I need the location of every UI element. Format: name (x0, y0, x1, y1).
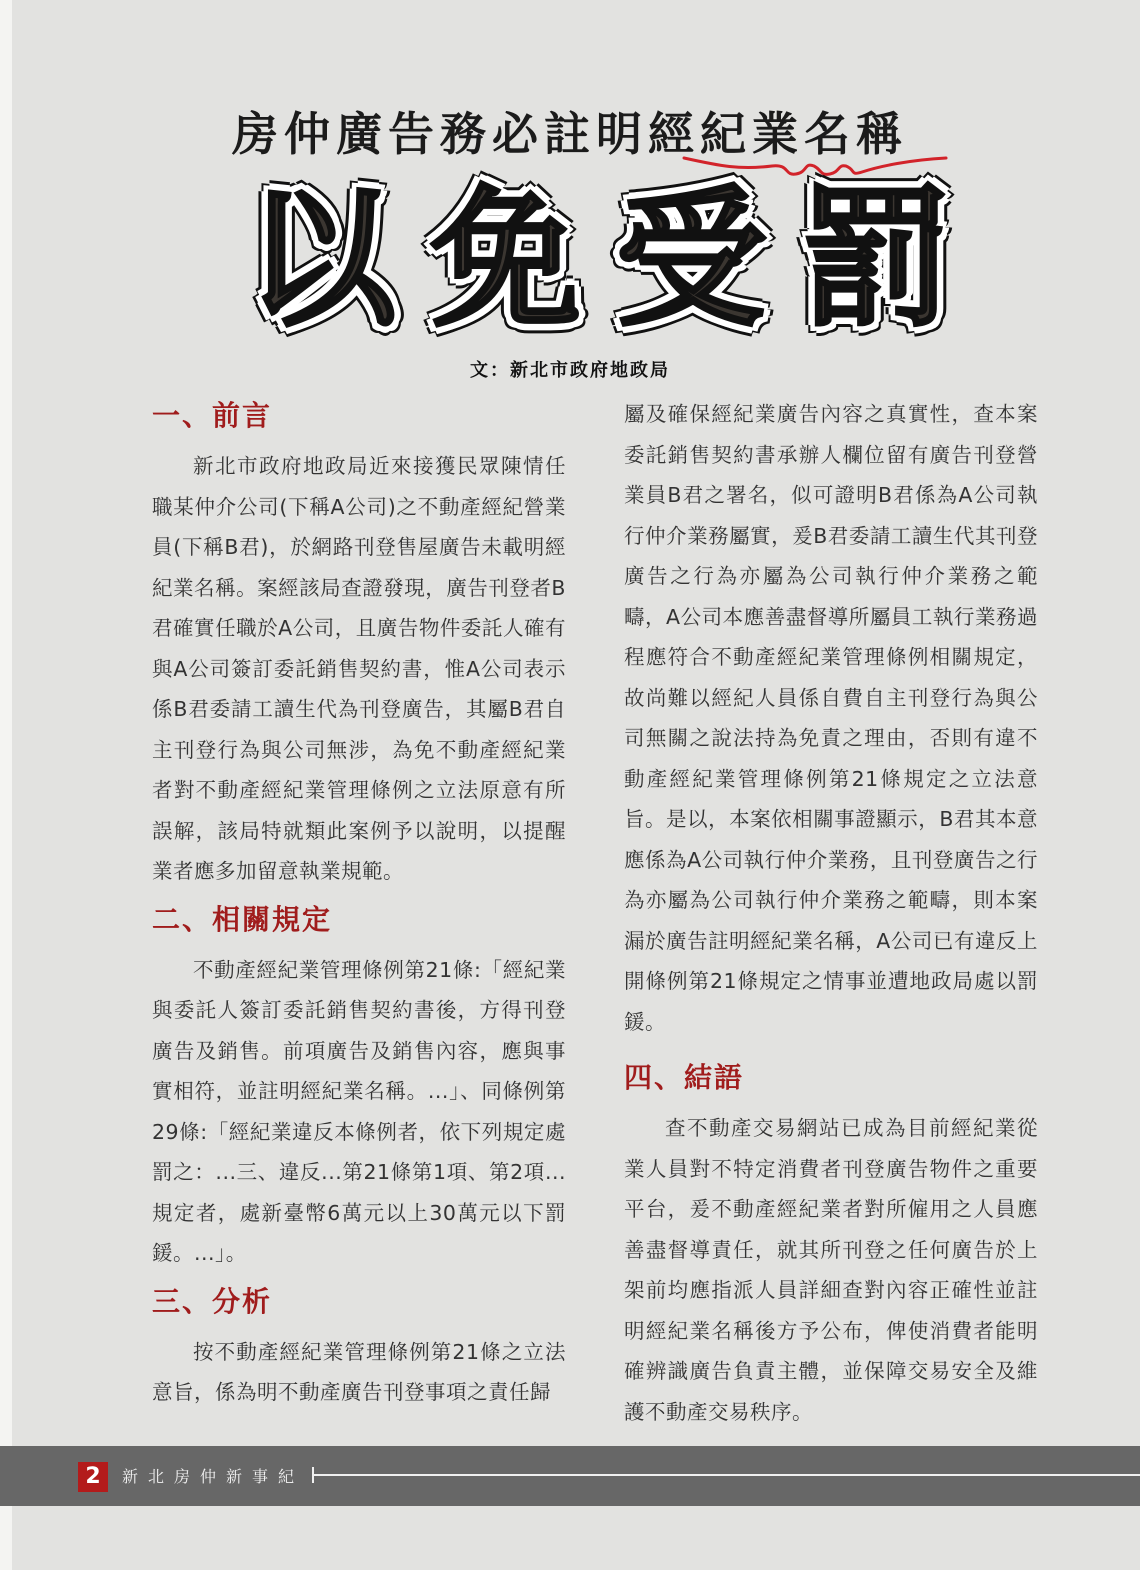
footer-divider-line (312, 1474, 1140, 1476)
right-column (624, 394, 1038, 1442)
section-paragraph-intro: 新北市政府地政局近來接獲民眾陳情任職某仲介公司(下稱A公司)之不動產經紀營業員(下稱B君)，於網路刊登售屋廣告未載明經紀業名稱。案經該局查證發現，廣告刊登者B君確實任職於A公司，且廣告物件委託人確有與A公司簽訂委託銷售契約書，惟A公司表示係B君委請工讀生代為刊登廣告，其屬B君自主刊登行為與公司無涉，為免不動產經紀業者對不動產經紀業管理條例之立法原意有所誤解，該局特就類此案例予以說明，以提醒業者應多加留意執業規範。 (152, 454, 566, 883)
big-title-char: 罰 (800, 173, 951, 347)
author-credit: 文：新北市政府地政局 (470, 360, 670, 381)
big-title-char: 受 (615, 173, 766, 347)
section-heading-analysis: 三、分析 (152, 1284, 273, 1318)
section-paragraph-conclusion: 查不動產交易網站已成為目前經紀業從業人員對不特定消費者刊登廣告物件之重要平台，爰不動產經紀業者對所僱用之人員應善盡督導責任，就其所刊登之任何廣告於上架前均應指派人員詳細查對內容正確性並註明經紀業名稱後方予公布，俾使消費者能明確辨識廣告負責主體，並保障交易安全及維護不動產交易秩序。 (624, 1116, 1038, 1424)
section-heading-intro: 一、前言 (152, 399, 273, 432)
page-edge (0, 0, 12, 1570)
big-title-char: 免 (430, 173, 581, 347)
section-heading-regulations: 二、相關規定 (152, 902, 333, 936)
magazine-name: 新北房仲新事紀 (122, 1467, 305, 1486)
section-paragraph-analysis-part2: 屬及確保經紀業廣告內容之真實性，查本案委託銷售契約書承辦人欄位留有廣告刊登營業員B君之署名，似可證明B君係為A公司執行仲介業務屬實，爰B君委請工讀生代其刊登廣告之行為亦屬為公司執行仲介業務之範疇，A公司本應善盡督導所屬員工執行業務過程應符合不動產經紀業管理條例相關規定，故尚難以經紀人員係自費自主刊登行為與公司無關之說法持為免責之理由，否則有違不動產經紀業管理條例第21條規定之立法意旨。是以，本案依相關事證顯示，B君其本意應係為A公司執行仲介業務，且刊登廣告之行為亦屬為公司執行仲介業務之範疇，則本案漏於廣告註明經紀業名稱，A公司已有違反上開條例第21條規定之情事並遭地政局處以罰鍰。 (624, 402, 1038, 1034)
section-heading-conclusion: 四、結語 (624, 1061, 745, 1094)
section-paragraph-analysis-part1: 按不動產經紀業管理條例第21條之立法意旨，係為明不動產廣告刊登事項之責任歸 (152, 1339, 566, 1404)
article-title: 房仲廣告務必註明經紀業名稱 (232, 107, 908, 161)
section-paragraph-regulations: 不動產經紀業管理條例第21條:「經紀業與委託人簽訂委託銷售契約書後，方得刊登廣告及銷售。前項廣告及銷售內容，應與事實相符，並註明經紀業名稱。...」、同條例第29條:「經紀業違反本條例者，依下列規定處罰之：...三、違反...第21條第1項、第2項...規定者，處新臺幣6萬元以上30萬元以下罰鍰。...」。 (152, 957, 566, 1265)
big-title (236, 173, 956, 347)
page-number: 2 (78, 1462, 108, 1492)
big-title-char: 以 (245, 173, 396, 347)
left-column (152, 394, 566, 1423)
